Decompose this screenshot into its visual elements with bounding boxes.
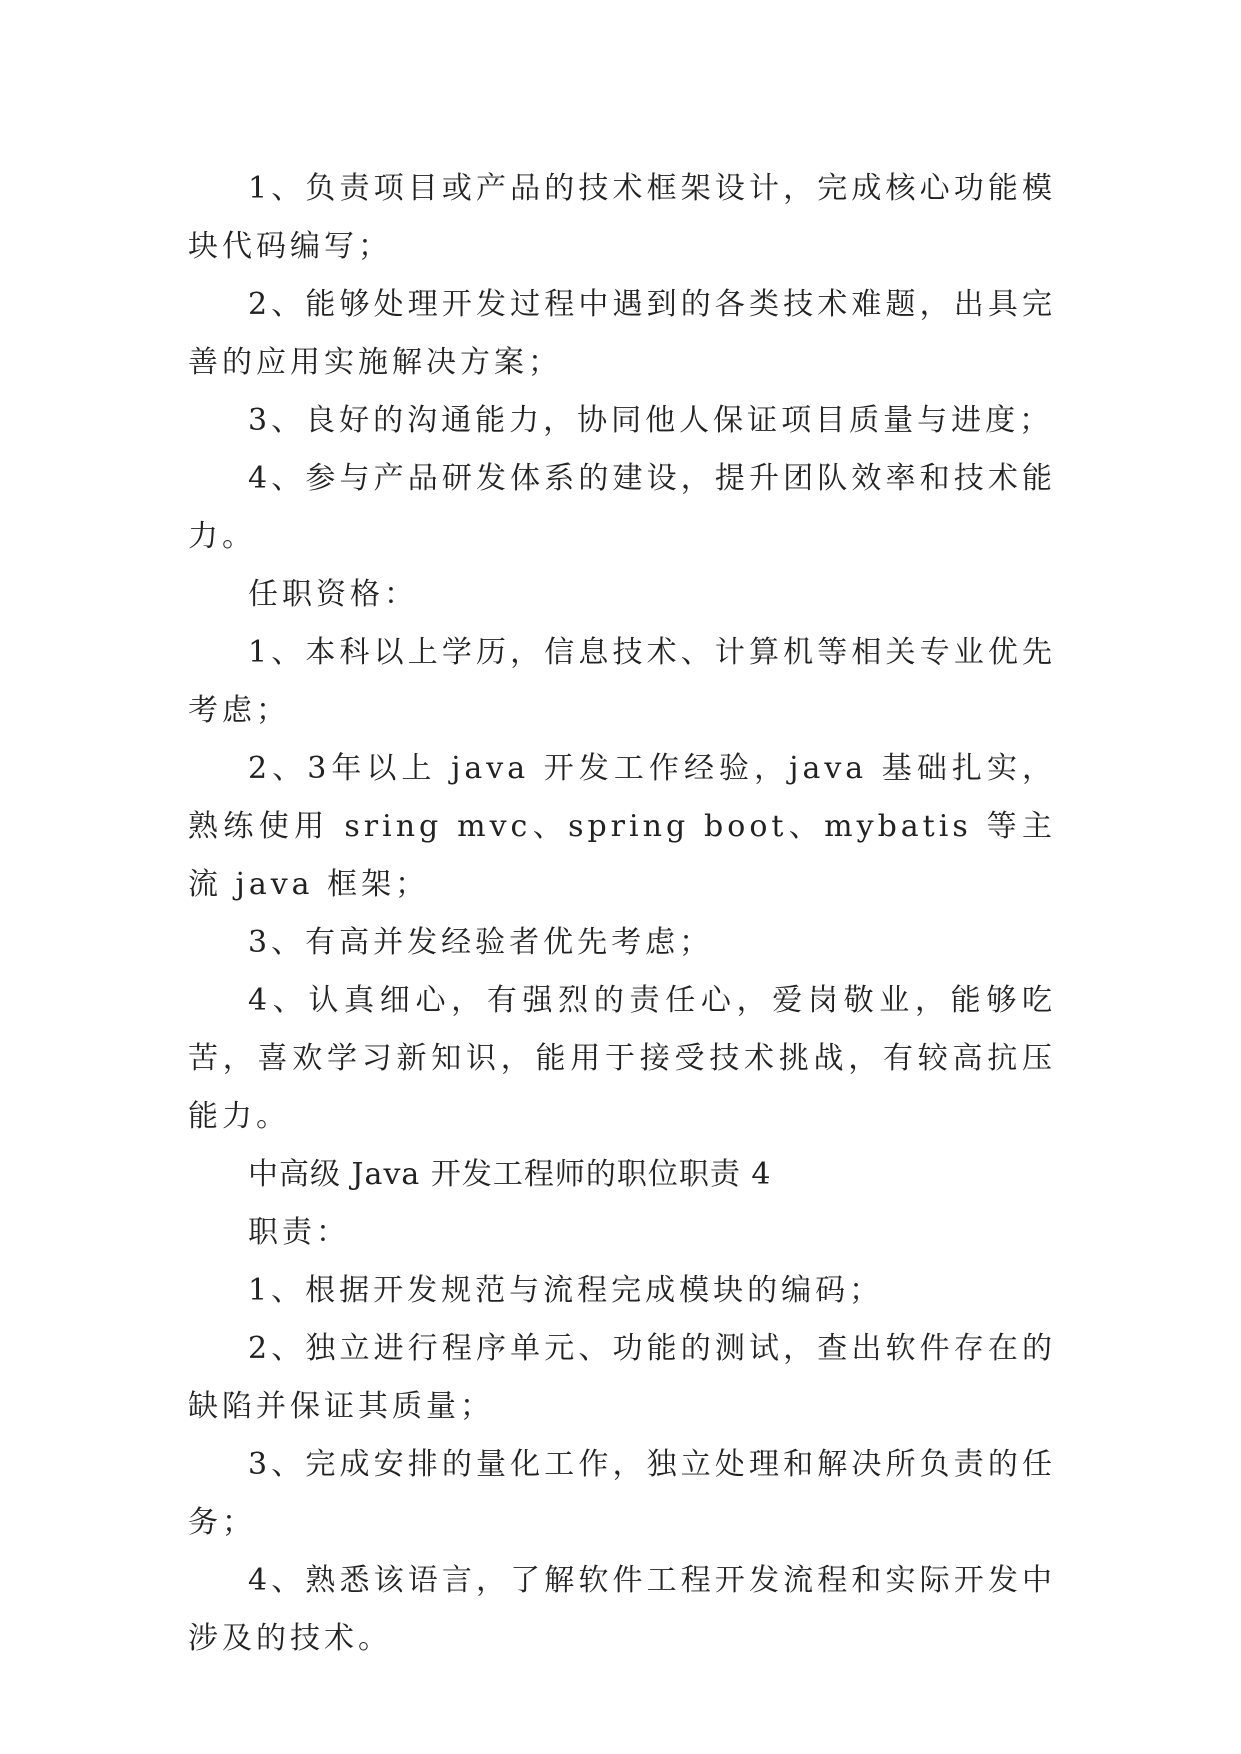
paragraph: 1、负责项目或产品的技术框架设计，完成核心功能模块代码编写； [188, 171, 1056, 264]
paragraph: 3、完成安排的量化工作，独立处理和解决所负责的任务； [188, 1447, 1056, 1540]
section-heading: 职责： [248, 1215, 350, 1250]
paragraph: 3、有高并发经验者优先考虑； [248, 925, 714, 960]
paragraph: 2、能够处理开发过程中遇到的各类技术难题，出具完善的应用实施解决方案； [188, 287, 1056, 380]
section-heading: 任职资格： [248, 577, 418, 612]
paragraph: 4、认真细心，有强烈的责任心，爱岗敬业，能够吃苦，喜欢学习新知识，能用于接受技术挑战，有较高抗压能力。 [188, 983, 1056, 1134]
paragraph: 1、根据开发规范与流程完成模块的编码； [248, 1273, 884, 1308]
paragraph: 2、独立进行程序单元、功能的测试，查出软件存在的缺陷并保证其质量； [188, 1331, 1056, 1424]
paragraph: 2、3年以上 java 开发工作经验，java 基础扎实，熟练使用 sring mvc、spring boot、mybatis 等主流 java 框架； [188, 751, 1056, 902]
paragraph: 3、良好的沟通能力，协同他人保证项目质量与进度； [248, 403, 1054, 438]
paragraph: 1、本科以上学历，信息技术、计算机等相关专业优先考虑； [188, 635, 1056, 728]
paragraph: 4、参与产品研发体系的建设，提升团队效率和技术能力。 [188, 461, 1056, 554]
paragraph: 4、熟悉该语言，了解软件工程开发流程和实际开发中涉及的技术。 [188, 1563, 1056, 1656]
document-body [188, 160, 1056, 1668]
section-title: 中高级 Java 开发工程师的职位职责 4 [248, 1157, 772, 1192]
